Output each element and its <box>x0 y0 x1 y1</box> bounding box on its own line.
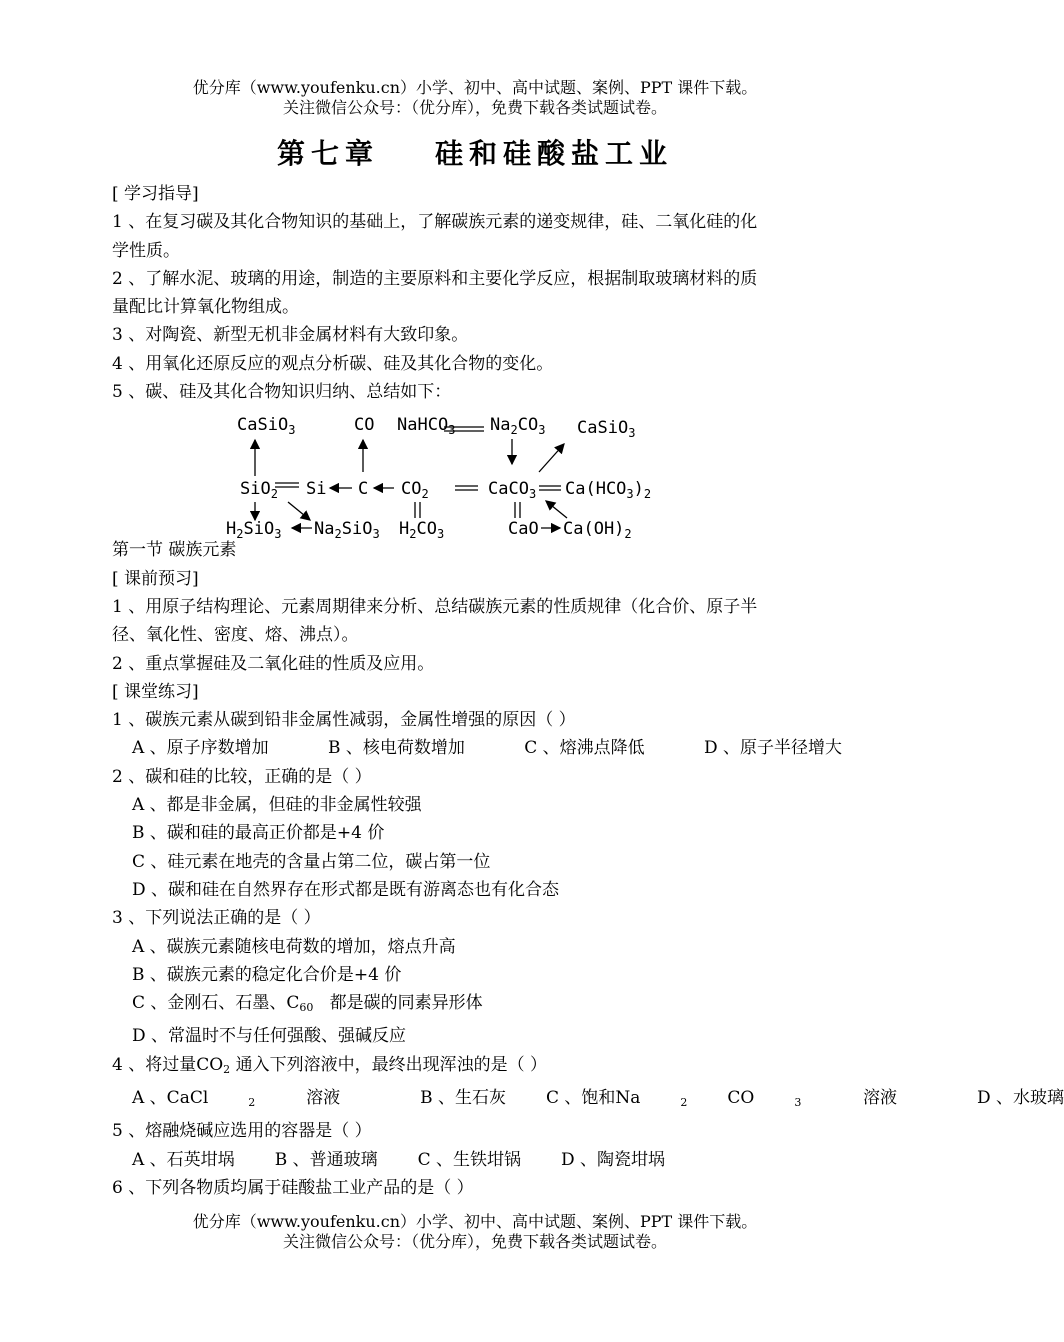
chapter-title <box>0 136 950 172</box>
question-5-options <box>112 1146 842 1174</box>
practice-heading: [ 课堂练习] <box>112 681 199 702</box>
question-3: 3 、下列说法正确的是（ ） <box>112 908 321 929</box>
question-6: 6 、下列各物质均属于硅酸盐工业产品的是（ ） <box>112 1177 474 1198</box>
diagram-arrows <box>255 427 567 528</box>
guide-item: 5 、碳、硅及其化合物知识归纳、总结如下： <box>112 382 452 403</box>
option: C 、生铁坩锅 <box>417 1149 522 1170</box>
option: D 、原子半径增大 <box>703 738 842 759</box>
question-1-options <box>112 734 842 762</box>
footer-line-2: 关注微信公众号：（优分库），免费下载各类试题试卷。 <box>282 1232 667 1251</box>
guide-item: 学性质。 <box>112 240 180 261</box>
footer-line-1: 优分库（www.youfenku.cn）小学、初中、高中试题、案例、PPT 课件下载。 <box>192 1212 758 1231</box>
diagram-label-h2co3: $H_2CO_3$ <box>399 519 445 542</box>
diagram-label-casio3-top: CaSiO$_3$ <box>237 415 296 438</box>
preview-heading: [ 课前预习] <box>112 568 199 589</box>
diagram-label-si: Si <box>306 479 327 500</box>
guide-item: 量配比计算氧化物组成。 <box>112 297 299 318</box>
option: A 、都是非金属，但硅的非金属性较强 <box>132 795 422 816</box>
question-4: 4 、将过量$CO_2$ 通入下列溶液中，最终出现浑浊的是（ ） <box>112 1054 547 1076</box>
preview-item: 1 、用原子结构理论、元素周期律来分析、总结碳族元素的性质规律（化合价、原子半 <box>112 596 758 617</box>
diagram-label-sio2: SiO$_2$ <box>240 479 278 502</box>
guide-item: 3 、对陶瓷、新型无机非金属材料有大致印象。 <box>112 325 469 346</box>
option: A 、CaCl $_2$ 溶液 <box>132 1088 341 1110</box>
guide-item: 4 、用氧化还原反应的观点分析碳、硅及其化合物的变化。 <box>112 353 554 374</box>
diagram-label-cao: CaO <box>508 519 539 540</box>
option: B 、碳和硅的最高正价都是+4 价 <box>132 823 385 844</box>
option: D 、陶瓷坩埚 <box>561 1149 666 1170</box>
option: A 、石英坩埚 <box>132 1149 235 1170</box>
option: A 、原子序数增加 <box>132 738 269 759</box>
preview-item: 径、氧化性、密度、熔、沸点）。 <box>112 625 359 646</box>
option: D 、常温时不与任何强酸、强碱反应 <box>132 1026 407 1047</box>
chapter-number: 第七章 <box>276 137 379 170</box>
carbon-silicon-relationship-diagram <box>112 406 842 542</box>
diagram-label-h2sio3: $H_2SiO_3$ <box>226 519 282 542</box>
option: B 、生石灰 <box>420 1088 506 1109</box>
main-content <box>112 180 1064 1202</box>
diagram-label-na2sio3: $Na_2SiO_3$ <box>314 519 380 542</box>
option: C 、熔沸点降低 <box>524 738 645 759</box>
option: A 、碳族元素随核电荷数的增加，熔点升高 <box>132 936 456 957</box>
header-line-1: 优分库（www.youfenku.cn）小学、初中、高中试题、案例、PPT 课件下载。 <box>192 78 758 97</box>
guide-item: 1 、在复习碳及其化合物知识的基础上，了解碳族元素的递变规律，硅、二氧化硅的化 <box>112 212 758 233</box>
diagram-label-casio3-right: CaSiO$_3$ <box>577 418 636 441</box>
diagram-label-nahco3: NaHCO$_3$ <box>397 415 456 438</box>
header-line-2: 关注微信公众号：（优分库），免费下载各类试题试卷。 <box>282 98 667 117</box>
option: C 、饱和Na $_2$ CO $_3$ 溶液 <box>546 1088 897 1110</box>
chapter-name: 硅和硅酸盐工业 <box>435 137 674 170</box>
diagram-label-c: C <box>358 479 369 500</box>
guide-heading: [ 学习指导] <box>112 184 199 204</box>
option: B 、核电荷数增加 <box>328 738 465 759</box>
diagram-label-caco3: CaCO$_3$ <box>488 479 537 502</box>
guide-item: 2 、了解水泥、玻璃的用途，制造的主要原料和主要化学反应，根据制取玻璃材料的质 <box>112 268 758 289</box>
diagram-label-caoh2: $Ca(OH)_2$ <box>563 519 632 542</box>
question-1: 1 、碳族元素从碳到铅非金属性减弱，金属性增强的原因（ ） <box>112 710 576 731</box>
option: D 、水玻璃 <box>977 1088 1064 1109</box>
diagram-label-co: CO <box>354 415 375 436</box>
question-5: 5 、熔融烧碱应选用的容器是（ ） <box>112 1121 372 1142</box>
preview-item: 2 、重点掌握硅及二氧化硅的性质及应用。 <box>112 653 435 674</box>
question-4-options <box>112 1084 1064 1117</box>
diagram-label-na2co3: $Na_2CO_3$ <box>490 415 546 438</box>
option: C 、硅元素在地壳的含量占第二位，碳占第一位 <box>132 851 491 872</box>
option: B 、碳族元素的稳定化合价是+4 价 <box>132 964 402 985</box>
question-2: 2 、碳和硅的比较，正确的是（ ） <box>112 766 372 787</box>
option: D 、碳和硅在自然界存在形式都是既有游离态也有化合态 <box>132 879 560 900</box>
option: B 、普通玻璃 <box>274 1149 378 1170</box>
option: C 、金刚石、石墨、$C_{60}$ 都是碳的同素异形体 <box>132 993 483 1015</box>
section-title: 第一节 碳族元素 <box>112 540 237 561</box>
diagram-label-cahco32: $Ca(HCO_3)_2$ <box>565 479 652 502</box>
diagram-label-co2: $CO_2$ <box>401 479 429 502</box>
